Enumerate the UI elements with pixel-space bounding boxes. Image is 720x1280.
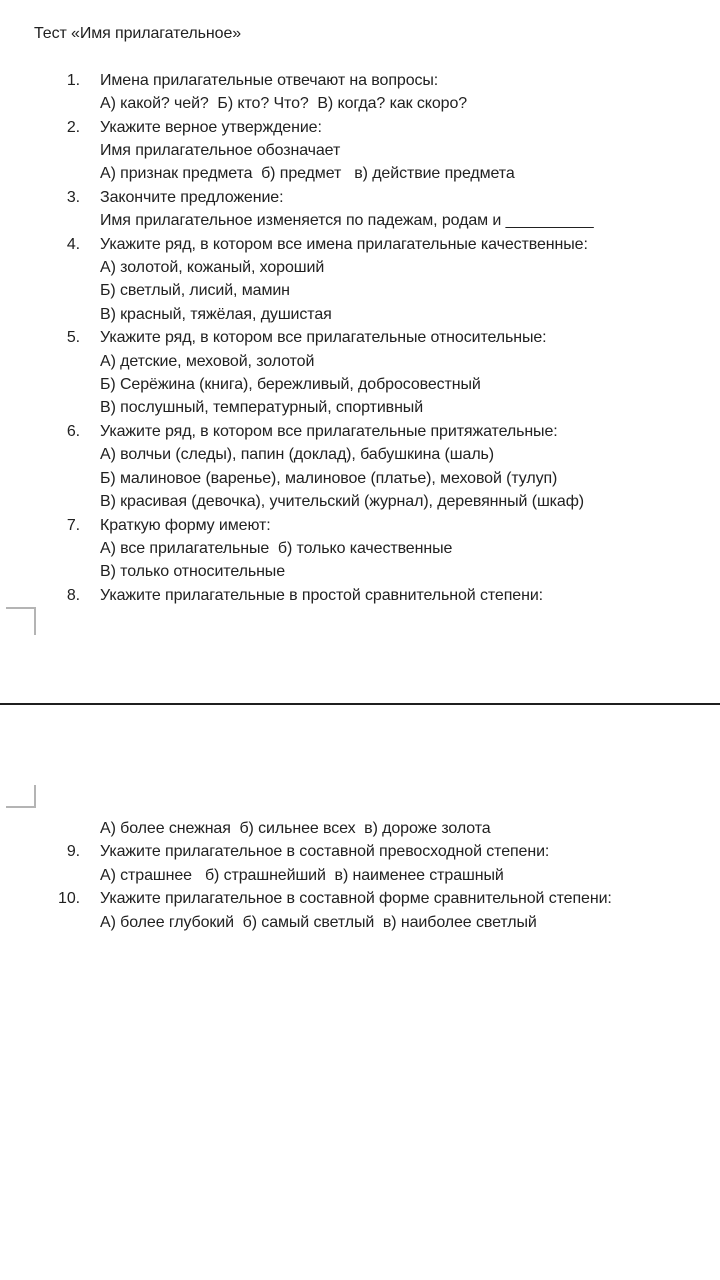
question-5-text: Укажите ряд, в котором все прилагательные относительные: <box>100 329 547 347</box>
question-5-option-v: В) послушный, температурный, спортивный <box>100 399 424 417</box>
question-6 <box>34 420 692 514</box>
page-2-content <box>34 817 692 934</box>
question-2-number: 2. <box>66 118 80 136</box>
question-6-option-b: Б) малиновое (варенье), малиновое (платье), меховой (тулуп) <box>100 469 558 487</box>
question-2-options: А) признак предмета б) предмет в) действие предмета <box>100 165 515 183</box>
question-10-text: Укажите прилагательное в составной форме сравнительной степени: <box>100 890 612 908</box>
question-6-option-a: А) волчьи (следы), папин (доклад), бабушкина (шаль) <box>100 446 495 464</box>
page-break-separator <box>0 703 720 705</box>
blank-line <box>34 45 692 68</box>
question-1-options: А) какой? чей? Б) кто? Что? В) когда? как скоро? <box>100 95 468 113</box>
question-8-number: 8. <box>66 586 80 604</box>
question-3-text: Закончите предложение: <box>100 188 284 206</box>
question-10 <box>34 887 692 934</box>
question-5-option-a: А) детские, меховой, золотой <box>100 352 315 370</box>
question-9-options: А) страшнее б) страшнейший в) наименее страшный <box>100 866 504 884</box>
question-5-option-b: Б) Серёжина (книга), бережливый, добросовестный <box>100 376 481 394</box>
question-7-option-v: В) только относительные <box>100 563 286 581</box>
question-2 <box>34 116 692 186</box>
question-9-number: 9. <box>66 843 80 861</box>
page1-bottom-margin-corner-icon <box>6 607 36 635</box>
question-4-number: 4. <box>66 235 80 253</box>
question-2-text: Укажите верное утверждение: <box>100 118 322 136</box>
question-7 <box>34 514 692 584</box>
question-8-options-continuation: А) более снежная б) сильнее всех в) дороже золота <box>100 820 491 837</box>
question-4-option-a: А) золотой, кожаный, хороший <box>100 259 325 277</box>
page-1-content <box>34 22 692 607</box>
question-4 <box>34 233 692 327</box>
question-7-number: 7. <box>66 516 80 534</box>
page2-top-margin-corner-icon <box>6 785 36 808</box>
question-9 <box>34 840 692 887</box>
question-6-text: Укажите ряд, в котором все прилагательные притяжательные: <box>100 422 558 440</box>
question-4-option-b: Б) светлый, лисий, мамин <box>100 282 290 300</box>
question-1-text: Имена прилагательные отвечают на вопросы: <box>100 71 439 89</box>
question-4-text: Укажите ряд, в котором все имена прилагательные качественные: <box>100 235 588 253</box>
question-5 <box>34 326 692 420</box>
question-4-option-v: В) красный, тяжёлая, душистая <box>100 305 332 323</box>
question-6-option-v: В) красивая (девочка), учительский (журнал), деревянный (шкаф) <box>100 493 585 511</box>
question-7-text: Краткую форму имеют: <box>100 516 271 534</box>
question-10-options: А) более глубокий б) самый светлый в) наиболее светлый <box>100 913 537 931</box>
question-7-options: А) все прилагательные б) только качественные <box>100 539 453 557</box>
question-8 <box>34 584 692 607</box>
page-title: Тест «Имя прилагательное» <box>34 25 242 42</box>
question-3-fill-blank: Имя прилагательное изменяется по падежам, родам и __________ <box>100 212 594 230</box>
question-3 <box>34 186 692 233</box>
question-1 <box>34 69 692 116</box>
question-6-number: 6. <box>66 422 80 440</box>
question-3-number: 3. <box>66 188 80 206</box>
question-2-text-2: Имя прилагательное обозначает <box>100 142 341 160</box>
question-5-number: 5. <box>66 329 80 347</box>
question-8-text: Укажите прилагательные в простой сравнительной степени: <box>100 586 544 604</box>
question-1-number: 1. <box>66 71 80 89</box>
question-10-number: 10. <box>58 890 80 908</box>
question-9-text: Укажите прилагательное в составной превосходной степени: <box>100 843 550 861</box>
